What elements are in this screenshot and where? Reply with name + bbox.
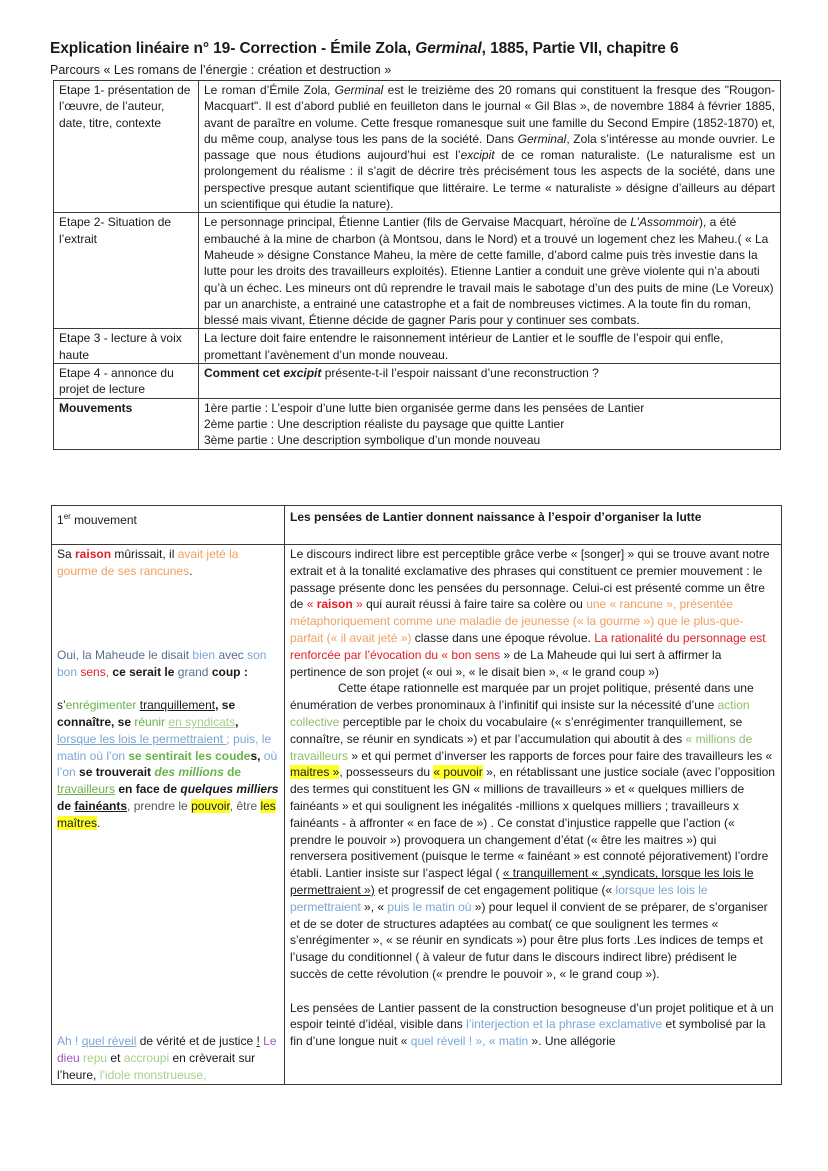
- text-span: des millions: [154, 765, 224, 780]
- text-span: mouvement: [70, 513, 137, 527]
- text-span: son bon: [57, 647, 267, 679]
- text-span: lorsque les lois le permettraient: [57, 731, 227, 746]
- text-span: avec: [215, 647, 248, 662]
- spacer: [57, 832, 279, 849]
- analysis-text: [285, 545, 782, 1085]
- movement-item: 2ème partie : Une description réaliste du paysage que quitte Lantier: [204, 416, 565, 431]
- text-span: Germinal: [334, 83, 384, 97]
- text-span: réunir: [134, 714, 166, 729]
- text-span: perceptible par le choix du vocabulaire (« s’enrégimenter tranquillement, se connaître, se réunir en syndicats ») et par l’accumulation qui aboutit à des: [290, 714, 743, 746]
- text-span: mûrissait, il: [111, 547, 178, 561]
- spacer: [57, 848, 279, 865]
- text-span: », en rétablissant une justice sociale (avec l’opposition des termes qui constituent les GN « millions de travailleurs » et « quelques milliers de fainéants » et qui soulignent les inégalités -millions x quelques milliers ; travailleurs x fainéants - à affronter « en face de ») . Ce constat d’injustice rappelle que l’action (« prendre le pouvoir ») provoquera un changement d’état (« être les maitres ») qui renversera positivement (puisque le terme « fainéant » est connoté péjorativement) l’ordre établi. Lantier insiste sur l’aspect légal (: [290, 765, 775, 881]
- text-span: 1: [57, 513, 64, 527]
- text-span: l’idole monstrueuse,: [99, 1067, 207, 1082]
- row-label: Etape 4 - annonce du projet de lecture: [54, 364, 199, 399]
- text-span: .: [97, 815, 101, 830]
- text-span: La rationalité du personnage est renforcée par l’évocation du « bon sens: [290, 630, 766, 662]
- text-span: « millions de travailleurs: [290, 731, 753, 763]
- spacer: [57, 1000, 279, 1017]
- text-span: , 1885, Partie VII, chapitre 6: [481, 40, 679, 57]
- text-span: enrégimenter: [65, 698, 137, 713]
- text-span: excipit: [283, 366, 322, 381]
- spacer: [57, 966, 279, 983]
- spacer: [57, 899, 279, 916]
- text-span: classe dans une époque révolue.: [411, 630, 595, 645]
- text-span: .: [189, 563, 193, 578]
- text-span: de vérité et de justice: [136, 1034, 257, 1049]
- text-span: L’Assommoir: [630, 215, 699, 230]
- quote-paragraph: [57, 1033, 279, 1083]
- spacer: [57, 680, 279, 697]
- text-span: avait jeté la gourme de ses rancunes: [57, 547, 239, 578]
- text-span: de: [57, 798, 75, 813]
- text-span: tranquillement: [139, 698, 216, 713]
- row-label: Etape 2- Situation de l’extrait: [54, 213, 199, 329]
- text-span: une « rancune », présentée métaphoriquement comme une maladie de jeunesse (« la gourme ») que le plus-que-parfait (« il avait jeté »): [290, 597, 744, 645]
- text-span: ; puis, le matin où l’on: [57, 731, 272, 763]
- text-span: Le discours indirect libre est perceptible grâce verbe « [songer] » qui se trouve avant notre extrait et à la tonalité exclamative des phrases qui constituent ce premier mouvement : le passage présente donc les pensées du personnage. Celui-ci est présenté comme un être de: [290, 547, 770, 612]
- text-span: !: [256, 1034, 260, 1049]
- text-span: Germinal: [517, 131, 567, 146]
- text-span: maitres »: [290, 765, 340, 780]
- movement-item: 3ème partie : Une description symbolique d’un monde nouveau: [204, 433, 541, 448]
- text-span: «: [306, 597, 317, 612]
- spacer: [57, 630, 279, 647]
- text-span: Cette étape rationnelle est marquée par un projet politique, présenté dans une énumération de verbes pronominaux à l’infinitif qui insiste sur la nécessité d’une: [290, 681, 754, 713]
- text-span: en syndicats: [168, 714, 236, 729]
- text-span: où l’on: [57, 748, 278, 780]
- table-row-etape3: [54, 329, 781, 364]
- text-span: ». Une allégorie: [528, 1034, 616, 1049]
- text-span: en face de: [115, 782, 181, 797]
- spacer: [57, 983, 279, 1000]
- text-span: » et qui permet d’inverser les rapports de forces pour faire des travailleurs les «: [348, 748, 773, 763]
- text-span: quel réveil ! », « matin: [410, 1034, 529, 1049]
- text-span: Ah !: [57, 1034, 82, 1049]
- text-span: ce serait le: [112, 664, 178, 679]
- text-span: s,: [250, 748, 261, 763]
- spacer: [57, 916, 279, 933]
- text-span: , Zola s’intéresse au monde ouvrier. Le passage que nous étudions aujourd’hui est l’: [204, 131, 775, 163]
- spacer: [57, 613, 279, 630]
- page-subtitle: Parcours « Les romans de l’énergie : création et destruction »: [50, 63, 392, 77]
- text-span: ») pour lequel il convient de se préparer, de s’organiser et de se doter de structures adaptées au combat( ce que soulignent les termes « s’enrégimenter », « se réunir en syndicats ») pour être plus forts .Les indices de temps et l’usage du conditionnel ( à valeur de futur dans le discours indirect libre) prédisent le succès de cette révolution (« prendre le pouvoir », « le grand coup »).: [290, 899, 768, 981]
- text-span: lorsque les lois le permettraient: [290, 882, 708, 914]
- text-span: « tranquillement « ,syndicats, lorsque les lois le permettraient »): [290, 866, 754, 897]
- text-span: coup :: [208, 664, 248, 679]
- spacer: [57, 1016, 279, 1033]
- table-row-analysis: [52, 545, 782, 1085]
- text-span: er: [63, 512, 71, 521]
- spacer: [57, 580, 279, 597]
- text-span: Comment cet: [204, 366, 284, 381]
- row-label: Mouvements: [54, 398, 199, 449]
- text-span: en crèverait sur l’heure,: [57, 1050, 256, 1082]
- text-span: de: [223, 765, 242, 780]
- table-row-mouvements: [54, 398, 781, 449]
- text-span: Le roman d’Émile Zola,: [204, 83, 335, 97]
- quoted-text: [52, 545, 285, 1085]
- text-span: Les pensées de Lantier passent de la construction besogneuse d’un projet politique et à un espoir teinté d’idéal, visible dans: [290, 1000, 774, 1032]
- movement-title: Les pensées de Lantier donnent naissance à l’espoir d’organiser la lutte: [285, 506, 782, 545]
- movement-analysis-table: [51, 505, 782, 1085]
- text-span: « pouvoir: [433, 765, 483, 780]
- analysis-paragraph: [290, 680, 776, 982]
- text-span: action collective: [290, 698, 750, 729]
- spacer: [290, 983, 776, 1000]
- text-span: et: [107, 1050, 124, 1065]
- text-span: , possesseurs du: [339, 765, 434, 780]
- text-span: quel réveil: [81, 1034, 137, 1049]
- text-span: accroupi: [123, 1050, 170, 1065]
- text-span: est le treizième des 20 romans qui constituent la fresque des "Rougon-Macquart". Il est d’abord publié en feuilleton dans le journal « Gil Blas », de novembre 1884 à février 1885, avant de paraître en volume. Cette fresque romanesque suit une famille du Second Empire (1852-1870) et, du même coup, analyse tous les pans de la société. Dans: [204, 83, 775, 146]
- page-title: [50, 40, 679, 58]
- movement-item: 1ère partie : L’espoir d’une lutte bien organisée germe dans les pensées de Lantier: [204, 400, 645, 415]
- table-row-etape4: [54, 364, 781, 399]
- text-span: repu: [83, 1050, 108, 1065]
- quote-paragraph: [57, 647, 279, 681]
- text-span: raison: [75, 547, 112, 561]
- spacer: [57, 949, 279, 966]
- text-span: , prendre le: [127, 798, 192, 813]
- text-span: pouvoir: [191, 798, 230, 813]
- text-span: les maîtres: [57, 798, 276, 830]
- text-span: »: [352, 597, 363, 612]
- text-span: et progressif de cet engagement politique («: [374, 882, 616, 897]
- table-row-etape1: [54, 81, 781, 213]
- row-label: Etape 1- présentation de l’œuvre, de l’auteur, date, titre, contexte: [54, 81, 199, 213]
- text-span: , se connaître: [57, 698, 236, 729]
- text-span: Germinal: [415, 40, 482, 57]
- text-span: travailleurs: [57, 782, 116, 797]
- row-content: [199, 398, 781, 449]
- text-span: s’: [57, 698, 66, 713]
- text-span: Explication linéaire n° 19- Correction - Émile Zola,: [50, 40, 416, 57]
- row-content: La lecture doit faire entendre le raisonnement intérieur de Lantier et le souffle de l’espoir qui enfle, promettant l’avènement d’un monde nouveau.: [199, 329, 781, 364]
- spacer: [57, 882, 279, 899]
- text-span: se trouverait: [79, 765, 155, 780]
- text-span: raison: [316, 597, 353, 612]
- table-row-etape2: [54, 213, 781, 329]
- text-span: , se: [111, 714, 135, 729]
- text-span: quelques milliers: [180, 782, 279, 797]
- row-label: Etape 3 - lecture à voix haute: [54, 329, 199, 364]
- text-span: grand: [177, 664, 209, 679]
- text-span: sens: [80, 664, 106, 679]
- text-span: , être: [229, 798, 261, 813]
- text-span: fainéants: [74, 798, 128, 813]
- text-span: », «: [360, 899, 388, 914]
- quote-paragraph: [57, 697, 279, 831]
- text-span: » de La Maheude qui lui sert à affirmer la pertinence de son projet (« oui », « le disait bien », « le grand coup »): [290, 647, 722, 679]
- movement-heading: [52, 506, 285, 545]
- text-span: de ce roman naturaliste. (Le naturalisme est un prolongement du réalisme : il s’agit de décrire très précisément tous les aspects de la société, dans une perspective presque autant scientifique que littéraire. Le terme « naturaliste » désigne d’ailleurs au départ un scientifique qui étudie la nature).: [204, 148, 775, 212]
- text-span: et symbolisé par la fin d’une longue nuit «: [290, 1017, 766, 1049]
- row-content: [199, 364, 781, 399]
- spacer: [57, 596, 279, 613]
- row-content: [199, 81, 781, 213]
- text-span: bien: [192, 647, 216, 662]
- overview-table: [53, 80, 781, 450]
- text-span: ,: [105, 664, 113, 679]
- spacer: [57, 932, 279, 949]
- text-span: ,: [235, 714, 239, 729]
- text-span: qui aurait réussi à faire taire sa colère ou: [362, 597, 587, 612]
- text-span: Oui, la Maheude le disait: [57, 647, 193, 662]
- text-span: ), a été embauché à la mine de charbon (à Montsou, dans le Nord) et a trouvé un logement chez les Maheu.( « La Maheude » désigne Constance Maheu, la mère de cette famille, d’abord calme puis très investie dans la lutte pour les droits des travailleurs exploités). Etienne Lantier a conduit une grève violente qui n’a abouti qu’à un échec. Les mineurs ont dû reprendre le travail mais le sabotage d’un des puits de mine (Le Voreux) par un anarchiste, a entrainé une catastrophe et a fait de nombreuses victimes. A la toute fin du roman, blessé mais vivant, Étienne décide de gagner Paris pour y continuer ses combats.: [204, 215, 774, 328]
- text-span: Sa: [57, 547, 76, 561]
- table-header-row: [52, 506, 782, 545]
- text-span: se sentirait les coude: [128, 748, 251, 763]
- text-span: Le personnage principal, Étienne Lantier (fils de Gervaise Macquart, héroïne de: [204, 215, 631, 230]
- spacer: [57, 865, 279, 882]
- text-span: présente-t-il l’espoir naissant d’une reconstruction ?: [321, 366, 599, 381]
- analysis-paragraph: [290, 546, 776, 680]
- text-span: Le dieu: [57, 1034, 277, 1065]
- text-span: l’interjection et la phrase exclamative: [466, 1017, 663, 1032]
- text-span: excipit: [460, 148, 495, 163]
- text-span: puis le matin où: [387, 899, 472, 914]
- quote-paragraph: [57, 546, 279, 580]
- row-content: [199, 213, 781, 329]
- analysis-paragraph: [290, 1000, 776, 1050]
